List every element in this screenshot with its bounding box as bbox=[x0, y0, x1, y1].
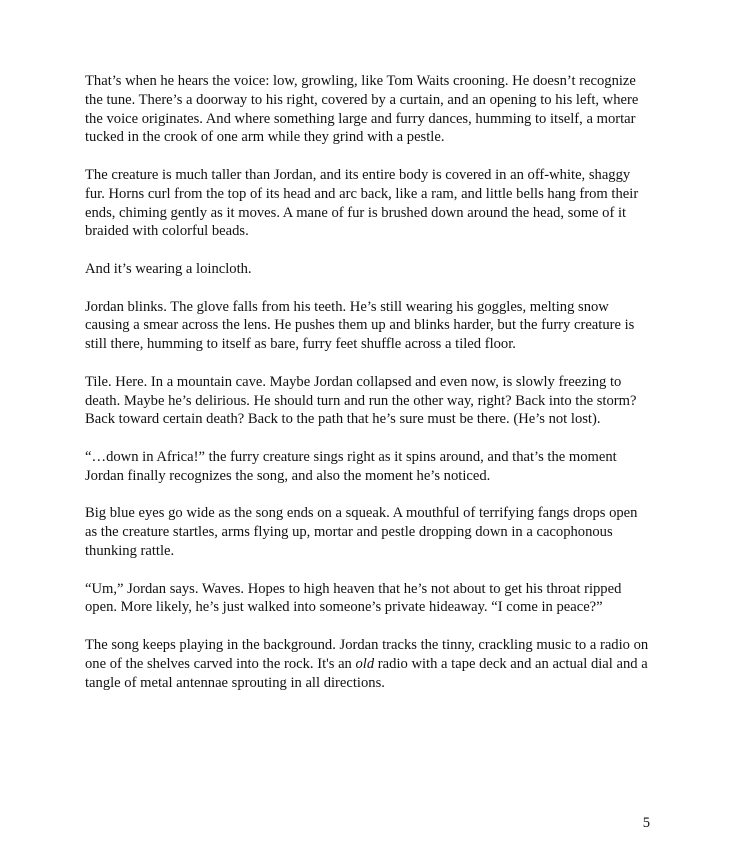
paragraph-9-end: radio with a tape deck and an actual dial and a tangle of metal antennae sprouting in all directions. bbox=[85, 655, 648, 691]
paragraph-2: The creature is much taller than Jordan, and its entire body is covered in an off-white, shaggy fur. Horns curl from the top of its head and arc back, like a ram, and little bells hang from their ends, chiming gently as it moves. A mane of fur is brushed down around the head, some of it braided with colorful beads. bbox=[85, 166, 639, 240]
body-text bbox=[85, 72, 651, 711]
paragraph-1: That’s when he hears the voice: low, growling, like Tom Waits crooning. He doesn’t recognize the tune. There’s a doorway to his right, covered by a curtain, and an opening to his left, where the voice originates. And where something large and furry dances, humming to itself, a mortar tucked in the crook of one arm while they grind with a pestle. bbox=[85, 73, 639, 146]
paragraph-5: Tile. Here. In a mountain cave. Maybe Jordan collapsed and even now, is slowly freezing to death. Maybe he’s delirious. He should turn and run the other way, right? Back into the storm? Back toward certain death? Back to the path that he’s sure must be there. (He’s not lost). bbox=[85, 373, 637, 428]
page-number: 5 bbox=[642, 815, 650, 831]
paragraph-6: “…down in Africa!” the furry creature sings right as it spins around, and that’s the moment Jordan finally recognizes the song, and also the moment he’s noticed. bbox=[85, 448, 617, 484]
paragraph-3: And it’s wearing a loincloth. bbox=[85, 260, 252, 277]
paragraph-4: Jordan blinks. The glove falls from his teeth. He’s still wearing his goggles, melting snow causing a smear across the lens. He pushes them up and blinks harder, but the furry creature is still there, humming to itself as bare, furry feet shuffle across a tiled floor. bbox=[85, 298, 635, 353]
paragraph-8: “Um,” Jordan says. Waves. Hopes to high heaven that he’s not about to get his throat ripped open. More likely, he’s just walked into someone’s private hideaway. “I come in peace?” bbox=[85, 580, 622, 616]
paragraph-7: Big blue eyes go wide as the song ends on a squeak. A mouthful of terrifying fangs drops open as the creature startles, arms flying up, mortar and pestle dropping down in a cacophonous thunking rattle. bbox=[85, 505, 638, 559]
paragraph-9-start: The song keeps playing in the background. Jordan tracks the tinny, crackling music to a radio on one of the shelves carved into the rock. It's an bbox=[85, 636, 649, 672]
paragraph-9-emphasis: old bbox=[355, 655, 375, 672]
paragraph-9 bbox=[85, 636, 651, 692]
